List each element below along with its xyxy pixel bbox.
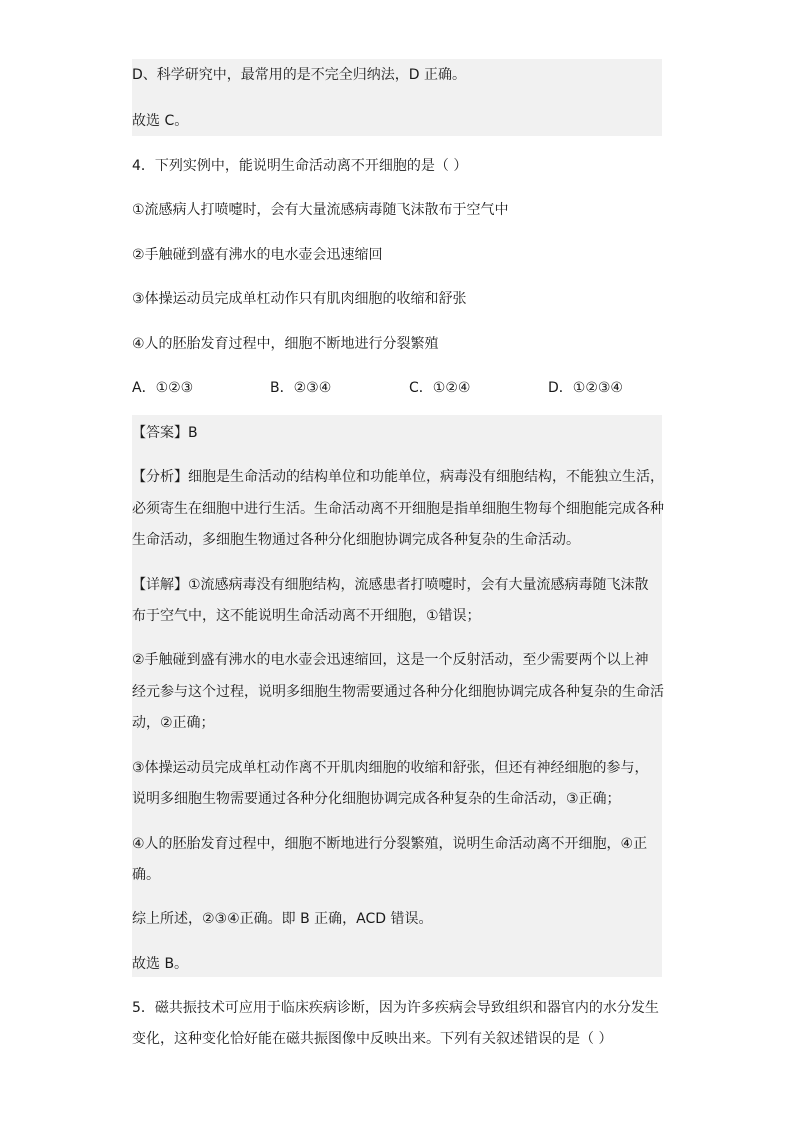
q4-item-3: ③体操运动员完成单杠动作只有肌肉细胞的收缩和舒张	[132, 291, 467, 307]
q4-analysis-line-1	[132, 468, 662, 486]
detail-text-1: ①流感病毒没有细胞结构，流感患者打喷嚏时，会有大量流感病毒随飞沫散	[188, 577, 649, 593]
q4-option-b: B．②③④	[270, 380, 332, 396]
answer-value: B	[188, 425, 198, 441]
q4-detail4-line-1: ④人的胚胎发育过程中，细胞不断地进行分裂繁殖，说明生命活动离不开细胞，④正	[132, 836, 648, 852]
q4-analysis-line-3: 生命活动，多细胞生物通过各种分化细胞协调完成各种复杂的生命活动。	[132, 532, 580, 548]
q4-item-4: ④人的胚胎发育过程中，细胞不断地进行分裂繁殖	[132, 336, 439, 352]
q4-detail3-line-2: 说明多细胞生物需要通过各种分化细胞协调完成各种复杂的生命活动，③正确；	[132, 791, 621, 807]
answer-tag: 【答案】	[132, 425, 188, 441]
q4-answer-line	[132, 424, 662, 442]
q4-option-c: C．①②④	[409, 380, 471, 396]
q5-stem-line-1: 5．磁共振技术可应用于临床疾病诊断，因为许多疾病会导致组织和器官内的水分发生	[132, 1000, 659, 1016]
q4-detail2-line-3: 动，②正确；	[132, 715, 215, 731]
q4-detail2-line-1: ②手触碰到盛有沸水的电水壶会迅速缩回，这是一个反射活动，至少需要两个以上神	[132, 652, 649, 668]
q4-option-a: A．①②③	[132, 380, 194, 396]
detail-tag: 【详解】	[132, 577, 188, 593]
q4-detail-line-2: 布于空气中，这不能说明生命活动离不开细胞，①错误；	[132, 608, 481, 624]
q4-detail2-line-2: 经元参与这个过程，说明多细胞生物需要通过各种分化细胞协调完成各种复杂的生命活	[132, 684, 664, 700]
q4-item-2: ②手触碰到盛有沸水的电水壶会迅速缩回	[132, 247, 383, 263]
q5-stem-line-2: 变化，这种变化恰好能在磁共振图像中反映出来。下列有关叙述错误的是（ ）	[132, 1031, 613, 1047]
q4-stem: 4．下列实例中，能说明生命活动离不开细胞的是（ ）	[132, 158, 468, 174]
analysis-tag: 【分析】	[132, 469, 188, 485]
q4-summary-line: 综上所述，②③④正确。即 B 正确，ACD 错误。	[132, 911, 433, 927]
q4-option-d: D．①②③④	[548, 380, 623, 396]
q4-item-1: ①流感病人打喷嚏时，会有大量流感病毒随飞沫散布于空气中	[132, 202, 509, 218]
q4-analysis-line-2: 必须寄生在细胞中进行生活。生命活动离不开细胞是指单细胞生物每个细胞能完成各种	[132, 501, 664, 517]
analysis-text-1: 细胞是生命活动的结构单位和功能单位，病毒没有细胞结构，不能独立生活，	[188, 469, 664, 485]
q4-choice-line: 故选 B。	[132, 956, 189, 972]
q4-detail-line-1	[132, 576, 662, 594]
prev-choice-line: 故选 C。	[132, 113, 189, 129]
q4-detail3-line-1: ③体操运动员完成单杠动作离不开肌肉细胞的收缩和舒张，但还有神经细胞的参与，	[132, 760, 649, 776]
q4-detail4-line-2: 确。	[132, 867, 160, 883]
prev-option-d-line: D、科学研究中，最常用的是不完全归纳法，D 正确。	[132, 67, 467, 83]
